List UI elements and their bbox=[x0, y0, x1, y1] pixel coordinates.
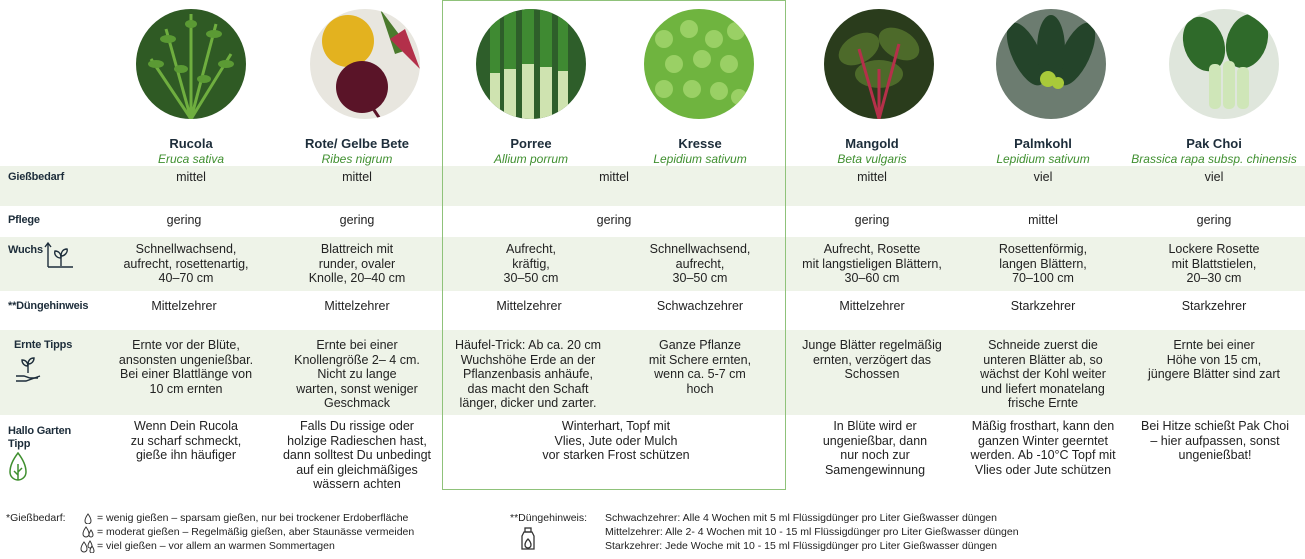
palmkohl-photo bbox=[996, 9, 1106, 119]
legend-duenge-item-3: Starkzehrer: Jede Woche mit 10 - 15 ml Flüssigdünger pro Liter Gießwasser düngen bbox=[605, 540, 997, 552]
plant-latin-mangold: Beta vulgaris bbox=[837, 152, 907, 166]
mangold-photo bbox=[824, 9, 934, 119]
giess-pakchoi: viel bbox=[1204, 170, 1224, 184]
harvest-hand-icon bbox=[14, 356, 42, 384]
giess-porree-kresse: mittel bbox=[599, 170, 629, 184]
ernte-pakchoi: Ernte bei einer Höhe von 15 cm, jüngere Blätter sind zart bbox=[1147, 338, 1280, 381]
giess-mangold: mittel bbox=[857, 170, 887, 184]
porree-photo bbox=[476, 9, 586, 119]
duenge-palmkohl: Starkzehrer bbox=[1010, 299, 1076, 313]
pflege-rucola: gering bbox=[166, 213, 202, 227]
tipp-bete: Falls Du rissige oder holzige Radieschen hast, dann solltest Du unbedingt auf ein gleichmäßiges wässern achten bbox=[282, 419, 432, 491]
plant-name-bete: Rote/ Gelbe Bete bbox=[304, 136, 410, 151]
duenge-bete: Mittelzehrer bbox=[324, 299, 390, 313]
drop-double-icon bbox=[82, 526, 94, 538]
plant-latin-palmkohl: Lepidium sativum bbox=[996, 152, 1090, 166]
drop-small-icon bbox=[84, 513, 92, 524]
ernte-rucola: Ernte vor der Blüte, ansonsten ungenießbar. Bei einer Blattlänge von 10 cm ernten bbox=[118, 338, 254, 396]
legend-duenge-title: **Düngehinweis: bbox=[510, 512, 588, 524]
tipp-rucola: Wenn Dein Rucola zu scharf schmeckt, gieße ihn häufiger bbox=[130, 419, 242, 462]
ernte-palmkohl: Schneide zuerst die unteren Blätter ab, so wächst der Kohl weiter und liefert monatelang frische Ernte bbox=[980, 338, 1106, 410]
legend-duenge-item-1: Schwachzehrer: Alle 4 Wochen mit 5 ml Flüssigdünger pro Liter Gießwasser düngen bbox=[605, 512, 997, 524]
row-label-pflege: Pflege bbox=[8, 214, 40, 226]
ernte-bete: Ernte bei einer Knollengröße 2– 4 cm. Nicht zu lange warten, sonst weniger Geschmack bbox=[294, 338, 420, 410]
plant-name-porree: Porree bbox=[510, 136, 552, 151]
wuchs-porree: Aufrecht, kräftig, 30–50 cm bbox=[503, 242, 559, 285]
plant-latin-porree: Allium porrum bbox=[493, 152, 568, 166]
kresse-photo bbox=[644, 9, 754, 119]
plant-latin-rucola: Eruca sativa bbox=[157, 152, 225, 166]
ernte-porree: Häufel-Trick: Ab ca. 20 cm Wuchshöhe Erde an der Pflanzenbasis anhäufe, das macht den Schaft länger, dicker und zarter. bbox=[454, 338, 602, 410]
plant-latin-pakchoi: Brassica rapa subsp. chinensis bbox=[1131, 152, 1297, 166]
fertilizer-bottle-icon bbox=[520, 527, 536, 551]
pflege-pakchoi: gering bbox=[1196, 213, 1232, 227]
giess-rucola: mittel bbox=[176, 170, 206, 184]
bete-photo bbox=[310, 9, 420, 119]
ernte-mangold: Junge Blätter regelmäßig ernten, verzögert das Schossen bbox=[802, 338, 942, 381]
pflege-palmkohl: mittel bbox=[1028, 213, 1058, 227]
pflege-bete: gering bbox=[339, 213, 375, 227]
legend-giess-item-2: = moderat gießen – Regelmäßig gießen, aber Staunässe vermeiden bbox=[97, 526, 415, 538]
row-label-giessbedarf: Gießbedarf bbox=[8, 171, 65, 183]
tipp-pakchoi: Bei Hitze schießt Pak Choi – hier aufpassen, sonst ungenießbat! bbox=[1141, 419, 1289, 462]
giess-bete: mittel bbox=[342, 170, 372, 184]
wuchs-kresse: Schnellwachsend, aufrecht, 30–50 cm bbox=[649, 242, 751, 285]
row-label-tipp-line2: Tipp bbox=[8, 438, 31, 450]
plant-latin-bete: Ribes nigrum bbox=[321, 152, 393, 166]
row-label-duenge: **Düngehinweis bbox=[8, 300, 89, 312]
wuchs-mangold: Aufrecht, Rosette mit langstieligen Blättern, 30–60 cm bbox=[802, 242, 942, 285]
duenge-rucola: Mittelzehrer bbox=[151, 299, 217, 313]
plant-name-mangold: Mangold bbox=[845, 136, 899, 151]
leaf-drop-icon bbox=[8, 452, 28, 484]
pakchoi-photo bbox=[1169, 9, 1279, 119]
plant-latin-kresse: Lepidium sativum bbox=[653, 152, 747, 166]
plant-name-rucola: Rucola bbox=[169, 136, 213, 151]
duenge-kresse: Schwachzehrer bbox=[656, 299, 744, 313]
duenge-pakchoi: Starkzehrer bbox=[1181, 299, 1247, 313]
legend-giess-item-1: = wenig gießen – sparsam gießen, nur bei trockener Erdoberfläche bbox=[97, 512, 409, 524]
legend-giess-item-3: = viel gießen – vor allem an warmen Sommertagen bbox=[97, 540, 335, 552]
pflege-porree-kresse: gering bbox=[596, 213, 632, 227]
legend-duenge-item-2: Mittelzehrer: Alle 2- 4 Wochen mit 10 - 15 ml Flüssigdünger pro Liter Gießwasser düngen bbox=[605, 526, 1019, 538]
tipp-porree-kresse: Winterhart, Topf mit Vlies, Jute oder Mulch vor starken Frost schützen bbox=[542, 419, 690, 462]
tipp-mangold: In Blüte wird er ungenießbar, dann nur noch zur Samengewinnung bbox=[822, 419, 928, 477]
row-label-wuchs: Wuchs bbox=[8, 244, 43, 256]
plant-name-palmkohl: Palmkohl bbox=[1014, 136, 1072, 151]
tipp-palmkohl: Mäßig frosthart, kann den ganzen Winter geerntet werden. Ab -10°C Topf mit Vlies oder Jute schützen bbox=[970, 419, 1116, 477]
drop-triple-icon bbox=[80, 540, 96, 553]
duenge-mangold: Mittelzehrer bbox=[839, 299, 905, 313]
ernte-kresse: Ganze Pflanze mit Schere ernten, wenn ca. 5-7 cm hoch bbox=[648, 338, 752, 396]
row-label-tipp-line1: Hallo Garten bbox=[8, 425, 72, 437]
pflege-mangold: gering bbox=[854, 213, 890, 227]
wuchs-rucola: Schnellwachsend, aufrecht, rosettenartig, 40–70 cm bbox=[123, 242, 249, 285]
rucola-photo bbox=[136, 9, 246, 119]
plant-name-kresse: Kresse bbox=[678, 136, 722, 151]
wuchs-pakchoi: Lockere Rosette mit Blattstielen, 20–30 cm bbox=[1168, 242, 1260, 285]
row-label-ernte: Ernte Tipps bbox=[14, 339, 73, 351]
plant-name-pakchoi: Pak Choi bbox=[1186, 136, 1242, 151]
giess-palmkohl: viel bbox=[1033, 170, 1053, 184]
wuchs-bete: Blattreich mit runder, ovaler Knolle, 20–40 cm bbox=[308, 242, 406, 285]
legend-giess-title: *Gießbedarf: bbox=[6, 512, 66, 524]
duenge-porree: Mittelzehrer bbox=[496, 299, 562, 313]
wuchs-palmkohl: Rosettenförmig, langen Blättern, 70–100 cm bbox=[998, 242, 1088, 285]
plant-growth-icon bbox=[44, 240, 74, 270]
